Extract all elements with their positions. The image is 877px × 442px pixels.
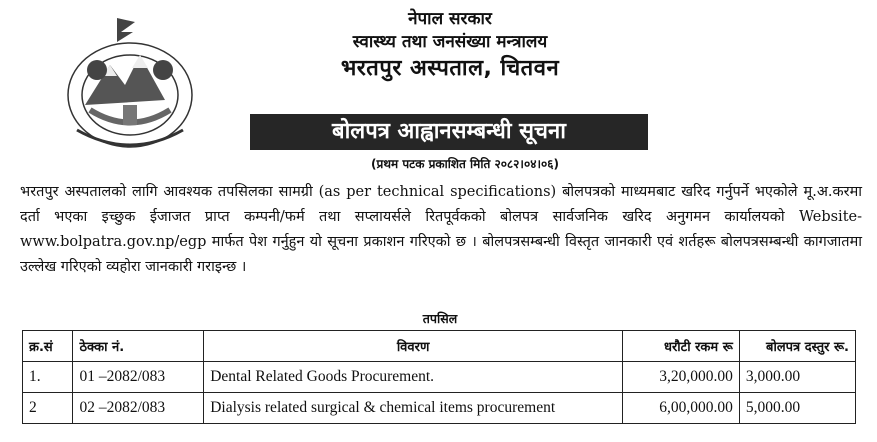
header-sn: क्र.सं	[23, 331, 73, 362]
table-row	[23, 362, 856, 393]
hospital-name: भरतपुर अस्पताल, चितवन	[340, 56, 560, 81]
schedule-table	[22, 330, 856, 424]
government-name: नेपाल सरकार	[408, 9, 492, 29]
cell-fee: 3,000.00	[739, 362, 855, 393]
header-deposit: धरौटी रकम रू	[622, 331, 739, 362]
cell-deposit: 3,20,000.00	[622, 362, 739, 393]
header-contract-no: ठेक्का नं.	[73, 331, 204, 362]
notice-title: बोलपत्र आह्वानसम्बन्धी सूचना	[250, 114, 648, 150]
published-date: (प्रथम पटक प्रकाशित मिति २०८२।०४।०६)	[371, 157, 559, 171]
cell-deposit: 6,00,000.00	[622, 393, 739, 424]
header-fee: बोलपत्र दस्तुर रू.	[739, 331, 855, 362]
header-description: विवरण	[204, 331, 623, 362]
cell-description: Dialysis related surgical & chemical items procurement	[204, 393, 623, 424]
nepal-emblem-icon	[55, 10, 205, 160]
ministry-name: स्वास्थ्य तथा जनसंख्या मन्त्रालय	[352, 32, 548, 52]
table-header-row	[23, 331, 856, 362]
cell-sn: 1.	[23, 362, 73, 393]
cell-sn: 2	[23, 393, 73, 424]
cell-contract-no: 01 –2082/083	[73, 362, 204, 393]
table-row	[23, 393, 856, 424]
cell-contract-no: 02 –2082/083	[73, 393, 204, 424]
cell-description: Dental Related Goods Procurement.	[204, 362, 623, 393]
notice-body-text: भरतपुर अस्पतालको लागि आवश्यक तपसिलका सामग्री (as per technical specifications) बोलपत्रको माध्यमबाट खरिद गर्नुपर्ने भएकोले मू.अ.करमा दर्ता भएका इच्छुक ईजाजत प्राप्त कम्पनी/फर्म तथा सप्लायर्सले रितपूर्वकको बोलपत्र सार्वजनिक खरिद अनुगमन कार्यालयको Website- www.bolpatra.gov.np/egp मार्फत पेश गर्नुहुन यो सूचना प्रकाशन गरिएको छ । बोलपत्रसम्बन्धी विस्तृत जानकारी एवं शर्तहरू बोलपत्रसम्बन्धी कागजातमा उल्लेख गरिएको व्यहोरा जानकारी गराइन्छ ।	[20, 184, 862, 275]
schedule-label: तपसिल	[422, 311, 458, 326]
notice-body	[20, 180, 862, 280]
cell-fee: 5,000.00	[739, 393, 855, 424]
header	[210, 8, 690, 84]
